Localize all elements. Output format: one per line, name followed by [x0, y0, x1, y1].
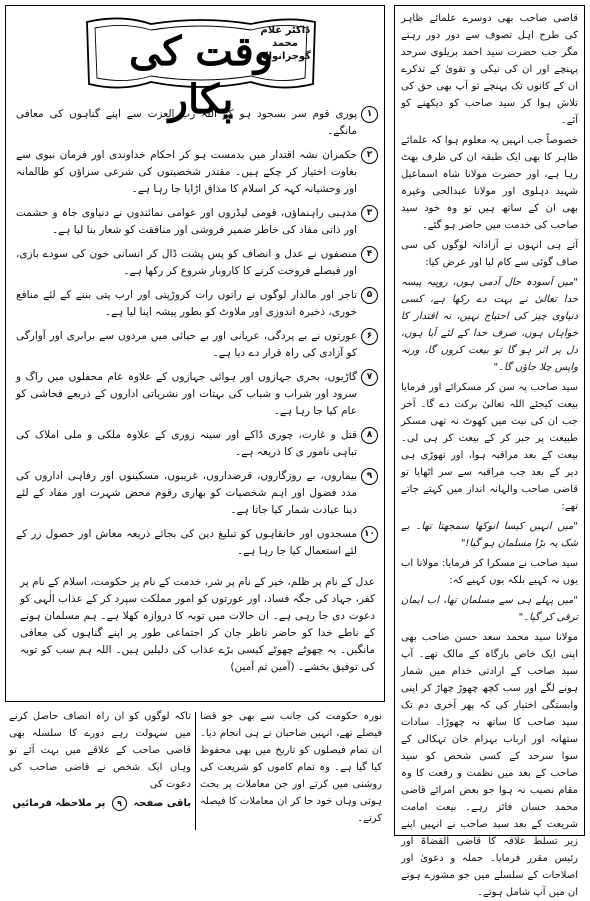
- item-text: مسجدوں اور خانقاہوں کو تبلیغ دین کی بجائے ذریعہ معاش اور حصول زر کے لئے استعمال کیا جا رہا ہے۔: [16, 528, 357, 557]
- continued-page-number: ۹: [112, 796, 127, 811]
- item-number: ۵: [361, 287, 378, 304]
- item-number: ۱: [361, 106, 378, 123]
- item-number: ۹: [361, 468, 378, 485]
- paragraph: سید صاحب پہ سن کر مسکرائے اور فرمایا بیعت کیجئے اللہ تعالیٰ برکت دے گا۔ آخر جب ان کی نیت میں کھوٹ نہ تھی مسکر طبیعت پر جبر کر کے بیعت کر ہی لی۔ بیعت کے بعد مراقبہ ہوا، اور تھوڑی ہی دیر کے بعد جب مراقبہ سے سر اٹھایا تو قاضی صاحب والہانہ انداز میں کہتے جاتے تھے:: [401, 382, 578, 512]
- column-divider: [195, 712, 196, 830]
- item-text: گاڑیوں، بحری جہازوں اور ہوائی جہازوں کے علاوہ عام محفلوں میں راگ و سرود اور شراب و شباب کی بہتات اور نشریاتی اداروں کے ذریعے فحاشی کو عام کیا جا رہا ہے۔: [16, 371, 357, 417]
- author-name: ڈاکٹر غلام محمد: [260, 25, 310, 49]
- item-text: پوری قوم سر بسجود ہو کر اللہ رب العزت سے اپنے گناہوں کی معافی مانگے۔: [16, 108, 357, 137]
- list-item: [16, 328, 378, 362]
- page-title: وقت کی پکار: [128, 28, 274, 123]
- paragraph: مولانا سید محمد سعد حسن صاحب بھی اپنی ایک خاص بارگاہ کے مالک تھے۔ آپ سید صاحب کے ارادتی خدام میں شمار ہونے لگے اور سب کچھ چھوڑ چھاڑ کر اپنی وابستگی اختیار کی کہ پھر آخری دم تک سید صاحب کا ساتھ نہ چھوڑا۔ سادات ستھانہ اور ارباب بہرام خان تہکالی کے سوا سرحد کے کسی شخص کو سید صاحب کے بعد میں نظمت و رفعت کا وہ مقام نصیب نہ ہوا جو بعض امرائے قاضی محمد حسان فائز رہے۔ بیعت امامت شریعت کے بعد سید صاحب نے انہیں اپنے زیر تسلط علاقہ کا قاضی القضاۃ اور رئیس مقرر فرمایا۔ جملہ و دعویٰ اور اصلاحات کے سلسلے میں جو مشورے ہوتے ان میں آپ شامل ہوتے۔: [401, 632, 578, 898]
- item-number: ۴: [361, 246, 378, 263]
- bottom-left-block: [9, 708, 191, 812]
- list-item: [16, 427, 378, 461]
- list-item: [16, 369, 378, 420]
- continued-prefix: باقی صفحہ: [133, 798, 191, 809]
- item-number: ۷: [361, 369, 378, 386]
- bottom-section: [5, 708, 385, 836]
- author-byline: [255, 24, 315, 63]
- quote-paragraph: "میں آسودہ حال آدمی ہوں، روپیہ پیسہ خدا تعالیٰ نے بہت دے رکھا ہے، کسی دنیاوی چیز کی احتیاج نہیں، نہ اقتدار کا خواہاں ہوں، صرف خدا کے لئے آیا ہوں، دل پر اثر ہو گا تو بیعت کروں گا، ورنہ واپس چلا جاؤں گا۔": [401, 277, 578, 373]
- closing-paragraph: عدل کے نام پر ظلم، خیر کے نام پر شر، خدمت کے نام پر حکومت، اسلام کے نام پر کفر، جہاد کی جگہ فساد، اور عورتوں کو امور مملکت سپرد کر کے عذاب الٰہی کو دعوت دی جا رہی ہے۔ ان حالات میں توبہ کا دروازہ کھلا ہے۔ ہم مسلمان ہونے کے ناطے خدا کو حاضر ناظر جان کر اجتماعی طور پر اپنے گناہوں کی معافی مانگیں۔ یہ چھوٹے چھوٹے کیسی بڑے عذاب کی دلیلیں ہیں۔ اللہ ہم سب کو توبہ کی توفیق بخشے۔ (آمین ثم آمین): [20, 576, 375, 673]
- item-number: ۳: [361, 205, 378, 222]
- list-item: [16, 205, 378, 239]
- continued-note: [12, 795, 191, 812]
- quote-paragraph: "میں انہیں کیسا انوکھا سمجھتا تھا۔ بے شک یہ بڑا مسلمان ہو گیا!": [401, 521, 578, 549]
- quote-paragraph: "میں پہلے ہی سے مسلمان تھا، اب ایمان ترقی کر گیا۔": [401, 595, 578, 623]
- paragraph: خصوصاً جب انہیں یہ معلوم ہوا کہ علمائے ظاہر کا بھی ایک طبقہ ان کی طرف بھٹ رہا ہے، اور حضرت مولانا شاہ اسماعیل شہید دہلوی اور مولانا عبدالحی وغیرہ بھی ان کے ساتھ ہیں تو وہ خود سید صاحب کی خدمت میں حاضر ہو گئے۔: [401, 135, 578, 231]
- bottom-right-text: نورہ حکومت کی جانب سے بھی جو قضا فیصلے تھے، انہیں صاحبان نے ہی انجام دیا۔ ان تمام فیصلوں کو تاریخ میں بھی محفوظ کیا گیا ہے۔ وہ تمام کاموں کو شریعت کی روشنی میں کرتے اور جن معاملات پر بحث ہوتی وہاں خود جا کر ان معاملات کا فیصلہ کرتے۔: [200, 711, 382, 824]
- paragraph: قاضی صاحب بھی دوسرے علمائے ظاہر کی طرح اہل تصوف سے دور دور رہتے مگر جب حضرت سید احمد بریلوی سرحد پہنچے اور ان کی نیکی و تقویٰ کے تذکرے ان کے کانوں تک پہنچے تو آپ بھی حق کی تلاش ہوا کر سید صاحب کو دیکھنے کو آئے۔: [401, 13, 578, 126]
- item-number: ۲: [361, 147, 378, 164]
- item-text: حکمران نشہ اقتدار میں بدمست ہو کر احکام خداوندی اور فرمان نبوی سے بغاوت اختیار کر چکے ہیں۔ مقتدر شخصیتوں کی شرعی سزاؤں کو ظالمانہ اور وحشیانہ کہہ کر اسلام کا مذاق اڑایا جا رہا ہے۔: [16, 149, 357, 195]
- item-text: قتل و غارت، چوری ڈاکے اور سینہ زوری کے علاوہ ملکی و ملی املاک کی تباہی نامور ی کا ذریعہ ہے۔: [16, 429, 357, 458]
- paragraph: سید صاحب نے مسکرا کر فرمایا: مولانا اب یوں نہ کہیے بلکہ یوں کہیے کہ:: [401, 558, 578, 586]
- list-item: [16, 287, 378, 321]
- bottom-left-text: تاکہ لوگوں کو ان راہ انصاف حاصل کرنے میں سہولت رہے دورے کا سلسلہ بھی قاضی صاحب کے علاقے میں بہت آئے تو وہاں ایک شخص نے قاضی صاحب کی دعوت کی: [9, 711, 191, 790]
- item-text: منصفوں نے عدل و انصاف کو پس پشت ڈال کر انسانی خون کی سودے بازی، اور فیصلے فروخت کرنے کا کاروبار شروع کر رکھا ہے۔: [16, 248, 357, 277]
- item-text: عورتوں نے بے پردگی، عریانی اور بے حیائی میں مردوں سے برابری اور آوارگی کو آزادی کی راہ قرار دے دیا ہے۔: [16, 330, 357, 359]
- article-box: [5, 5, 385, 702]
- item-text: بیماروں، بے روزگاروں، قرضداروں، غریبوں، مسکینوں اور رفاہی اداروں کی مدد فضول اور اہم شخصیات کو بھاری رقوم محض شہرت اور مفاد کے لئے دینا عبادت شمار کیا جاتا ہے۔: [16, 470, 357, 516]
- list-item: [16, 526, 378, 560]
- list-item: [16, 246, 378, 280]
- right-column-article: [394, 5, 585, 898]
- list-item: [16, 147, 378, 198]
- title-banner: [81, 14, 321, 123]
- item-number: ۸: [361, 427, 378, 444]
- paragraph: آتے ہی انہوں نے آزادانہ لوگوں کی سی صاف گوئی سے کام لیا اور عرض کیا:: [401, 240, 578, 268]
- item-number: ۱۰: [361, 526, 378, 543]
- author-city: گوجرانوالہ: [258, 51, 311, 62]
- list-item: [16, 106, 378, 140]
- item-number: ۶: [361, 328, 378, 345]
- list-item: [16, 468, 378, 519]
- continued-suffix: پر ملاحظہ فرمائیں: [12, 798, 106, 809]
- item-text: مذہبی راہنماؤں، قومی لیڈروں اور عوامی نمائندوں نے دنیاوی جاہ و حشمت اور ذاتی مفاد کی خاطر ضمیر فروشی اور منافقت کو شعار بنا لیا ہے۔: [16, 207, 357, 236]
- item-text: تاجر اور مالدار لوگوں نے راتوں رات کروڑپتی اور ارب پتی بننے کے لئے منافع خوری، ذخیرہ اندوزی اور ملاوٹ کو بطور پیشہ اپنا لیا ہے۔: [16, 289, 357, 318]
- numbered-list: [16, 106, 378, 567]
